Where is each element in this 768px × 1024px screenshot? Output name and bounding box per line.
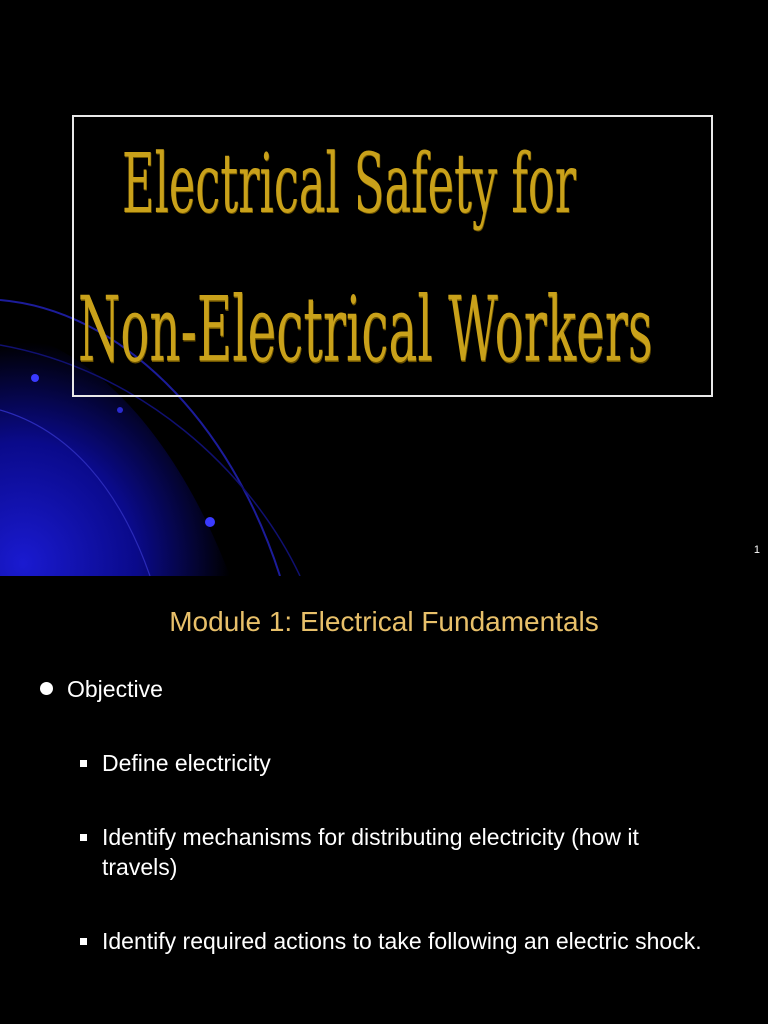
square-bullet-icon bbox=[80, 760, 87, 767]
objective-item bbox=[40, 676, 163, 703]
list-item bbox=[80, 926, 720, 956]
content-slide bbox=[0, 576, 768, 1024]
module-heading: Module 1: Electrical Fundamentals bbox=[169, 606, 599, 637]
slide-number: 1 bbox=[753, 544, 760, 556]
round-bullet-icon bbox=[40, 682, 53, 695]
objective-label: Objective bbox=[67, 676, 163, 702]
objective-bullet-list bbox=[80, 748, 720, 1000]
list-item-text: Identify required actions to take following an electric shock. bbox=[102, 928, 702, 954]
list-item bbox=[80, 822, 720, 882]
list-item-text: Identify mechanisms for distributing electricity (how it travels) bbox=[102, 824, 639, 880]
title-line-1: Electrical Safety for bbox=[122, 135, 577, 232]
title-line-2: Non-Electrical Workers bbox=[78, 279, 653, 383]
list-item bbox=[80, 748, 720, 778]
square-bullet-icon bbox=[80, 938, 87, 945]
square-bullet-icon bbox=[80, 834, 87, 841]
title-frame bbox=[72, 115, 713, 397]
list-item-text: Define electricity bbox=[102, 750, 271, 776]
